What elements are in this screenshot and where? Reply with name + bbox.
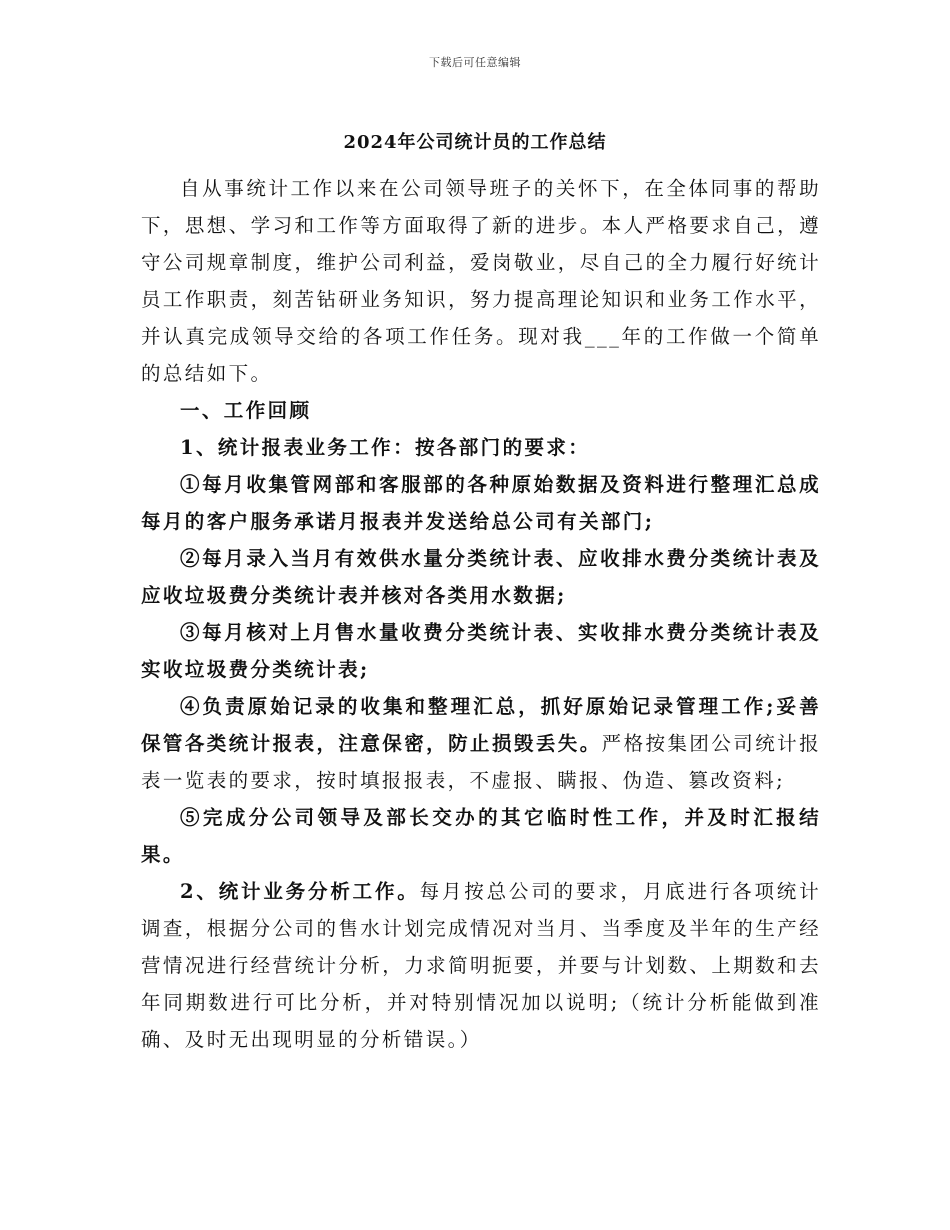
item1-point-3: ③每月核对上月售水量收费分类统计表、实收排水费分类统计表及实收垃圾费分类统计表; [141,621,821,681]
item1-point-5: ⑤完成分公司领导及部长交办的其它临时性工作，并及时汇报结果。 [141,806,821,866]
intro-paragraph: 自从事统计工作以来在公司领导班子的关怀下，在全体同事的帮助下，思想、学习和工作等方面取得了新的进步。本人严格要求自己，遵守公司规章制度，维护公司利益，爱岗敬业，尽自己的全力履行好统计员工作职责，刻苦钻研业务知识，努力提高理论知识和业务工作水平，并认真完成领导交给的各项工作任务。现对我___年的工作做一个简单的总结如下。 [141,177,821,385]
item1-point-4-bold: ④负责原始记录的收集和整理汇总，抓好原始记录管理工作;妥善保管各类统计报表，注意保密，防止损毁丢失。 [141,695,821,755]
item2-text: 每月按总公司的要求，月底进行各项统计调查，根据分公司的售水计划完成情况对当月、当季度及半年的生产经营情况进行经营统计分析，力求简明扼要，并要与计划数、上期数和去年同期数进行可比分析，并对特别情况加以说明;（统计分析能做到准确、及时无出现明显的分析错误。） [141,880,822,1051]
item1-heading: 1、统计报表业务工作：按各部门的要求： [180,436,591,459]
item2-paragraph [141,873,821,1058]
page-title: 2024年公司统计员的工作总结 [343,132,607,153]
item1-point-4 [141,688,821,799]
header-note: 下载后可任意编辑 [429,56,521,69]
item1-point-4-normal: 严格按集团公司统计报表一览表的要求，按时填报报表，不虚报、瞒报、伪造、篡改资料; [141,732,821,792]
document-body [141,170,821,1058]
item1-point-2: ②每月录入当月有效供水量分类统计表、应收排水费分类统计表及应收垃圾费分类统计表并核对各类用水数据; [141,547,821,607]
item1-point-1: ①每月收集管网部和客服部的各种原始数据及资料进行整理汇总成每月的客户服务承诺月报表并发送给总公司有关部门; [141,473,821,533]
section-heading: 一、工作回顾 [180,399,312,422]
item2-heading: 2、统计业务分析工作。 [180,880,420,903]
